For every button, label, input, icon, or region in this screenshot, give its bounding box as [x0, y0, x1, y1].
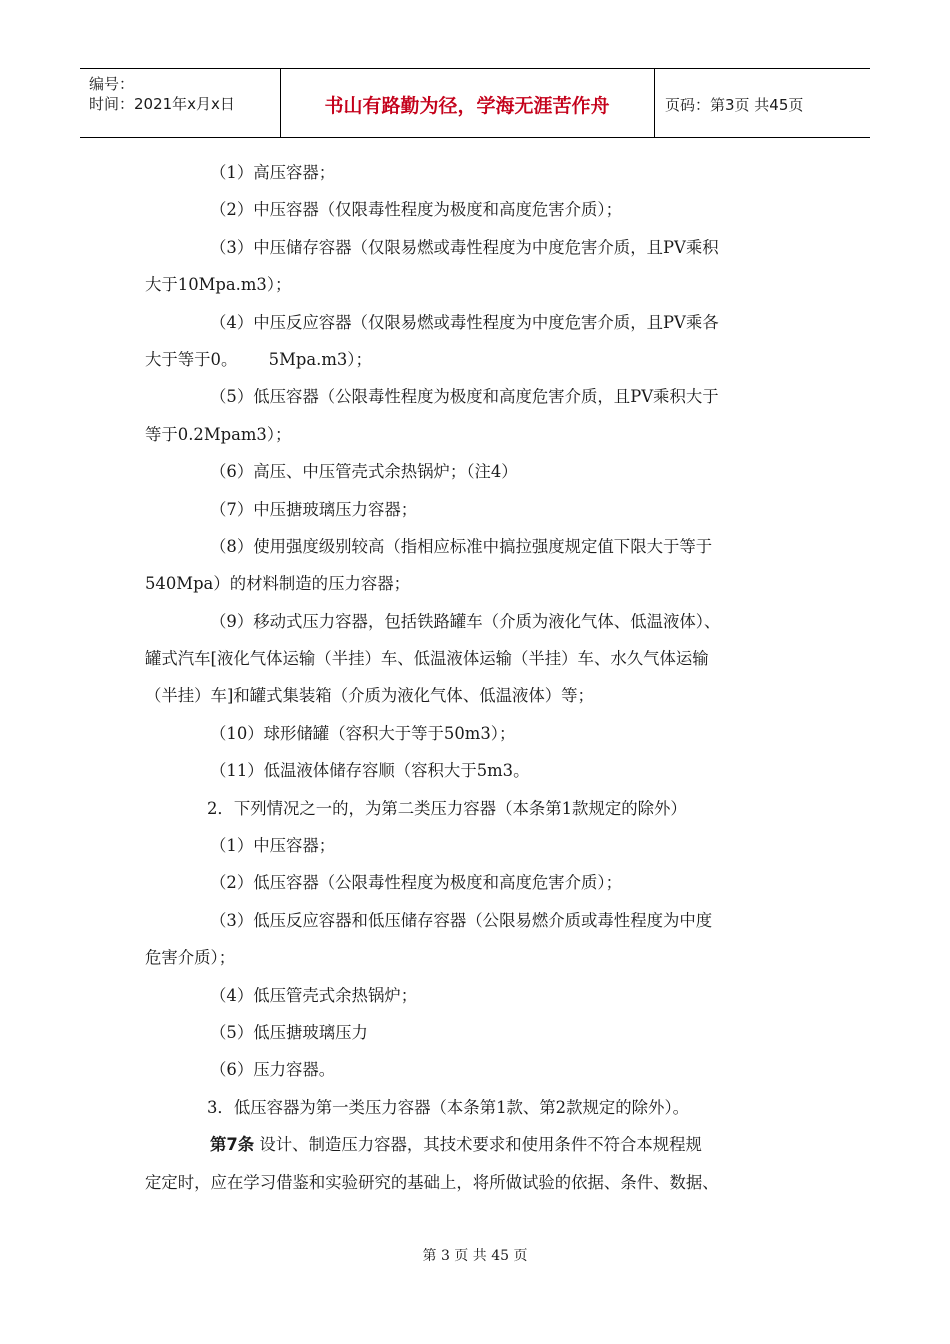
- paragraph-line: 大于10Mpa.m3）；: [145, 275, 292, 295]
- paragraph-line: （2）低压容器（公限毒性程度为极度和高度危害介质）；: [210, 873, 622, 893]
- paragraph-line: （10）球形储罐（容积大于等于50m3）；: [210, 723, 516, 743]
- paragraph-line: （11）低温液体储存容顺（容积大于5m3。: [210, 761, 530, 781]
- paragraph-line: 等于0.2Mpam3）；: [145, 424, 292, 444]
- article-text: 设计、制造压力容器，其技术要求和使用条件不符合本规程规: [259, 1135, 702, 1155]
- page-header: [80, 68, 870, 138]
- paragraph-line: 2．下列情况之一的，为第二类压力容器（本条第1款规定的除外）: [207, 798, 687, 818]
- paragraph-line: 大于等于0。 5Mpa.m3）；: [145, 349, 372, 369]
- paragraph-line: 定定时，应在学习借鉴和实验研究的基础上，将所做试验的依据、条件、数据、: [145, 1172, 719, 1192]
- article-number: 第7条: [210, 1135, 255, 1155]
- paragraph-line: （8）使用强度级别较高（指相应标准中搞拉强度规定值下限大于等于: [210, 536, 713, 556]
- doc-number-label: 编号：: [89, 75, 135, 93]
- page-footer: 第 3 页 共 45 页: [422, 1248, 528, 1264]
- paragraph-line: （1）高压容器；: [210, 163, 336, 182]
- paragraph-line: （1）中压容器；: [210, 836, 336, 856]
- doc-date: 时间：2021年x月x日: [89, 95, 235, 113]
- paragraph-line: （7）中压搪玻璃压力容器；: [210, 499, 418, 519]
- paragraph-line: （9）移动式压力容器，包括铁路罐车（介质为液化气体、低温液体）、: [210, 611, 721, 631]
- paragraph-line: （4）低压管壳式余热锅炉；: [210, 985, 418, 1005]
- paragraph-line: （5）低压搪玻璃压力: [210, 1022, 368, 1042]
- header-page-cell: [655, 69, 870, 137]
- paragraph-line: 3．低压容器为第一类压力容器（本条第1款、第2款规定的除外）。: [207, 1097, 690, 1117]
- paragraph-line: （2）中压容器（仅限毒性程度为极度和高度危害介质）；: [210, 200, 622, 220]
- document-body: [145, 154, 810, 1201]
- paragraph-line: （6）压力容器。: [210, 1060, 336, 1080]
- header-motto-cell: [280, 69, 655, 137]
- paragraph-line: （6）高压、中压管壳式余热锅炉；（注4）: [210, 462, 518, 482]
- article-line: [145, 1126, 810, 1163]
- paragraph-line: （半挂）车]和罐式集装箱（介质为液化气体、低温液体）等；: [145, 686, 594, 706]
- paragraph-line: 危害介质）；: [145, 948, 236, 968]
- paragraph-line: （3）低压反应容器和低压储存容器（公限易燃介质或毒性程度为中度: [210, 910, 713, 930]
- paragraph-line: 540Mpa）的材料制造的压力容器；: [145, 574, 411, 594]
- header-meta-cell: [80, 69, 281, 137]
- paragraph-line: （5）低压容器（公限毒性程度为极度和高度危害介质，且PV乘积大于: [210, 387, 719, 407]
- paragraph-line: 罐式汽车[液化气体运输（半挂）车、低温液体运输（半挂）车、水久气体运输: [145, 649, 709, 669]
- paragraph-line: （3）中压储存容器（仅限易燃或毒性程度为中度危害介质，且PV乘积: [210, 237, 719, 257]
- paragraph-line: （4）中压反应容器（仅限易燃或毒性程度为中度危害介质，且PV乘各: [210, 312, 719, 332]
- header-page-info: 页码：第3页 共45页: [665, 96, 804, 114]
- motto-text: 书山有路勤为径，学海无涯苦作舟: [324, 95, 610, 117]
